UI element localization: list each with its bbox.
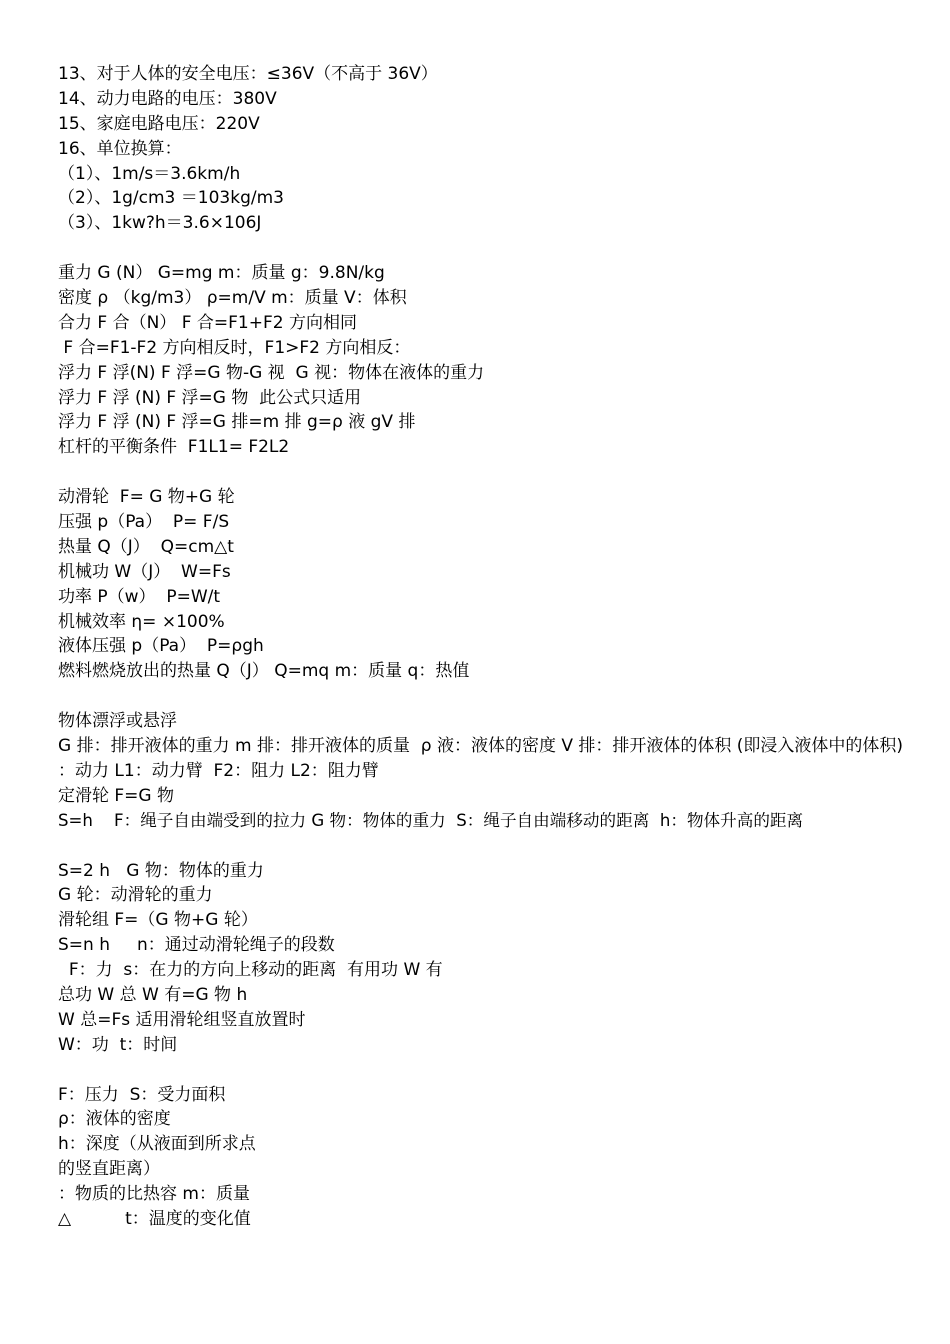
text-line: （3）、1kw?h＝3.6×106J bbox=[58, 213, 262, 234]
paragraph-gap bbox=[58, 460, 918, 485]
text-line: 热量 Q（J） Q=cm△t bbox=[58, 536, 234, 557]
text-line: 浮力 F 浮 (N) F 浮=G 排=m 排 g=ρ 液 gV 排 bbox=[58, 412, 416, 433]
paragraph-gap bbox=[58, 1058, 918, 1083]
text-line: （2）、1g/cm3 ＝103kg/m3 bbox=[58, 188, 284, 209]
text-line: 杠杆的平衡条件 F1L1= F2L2 bbox=[58, 437, 290, 458]
text-line: 液体压强 p（Pa） P=ρgh bbox=[58, 636, 264, 657]
section-voltages-units bbox=[58, 62, 918, 236]
text-line: ρ：液体的密度 bbox=[58, 1109, 171, 1130]
text-line: ：动力 L1：动力臂 F2：阻力 L2：阻力臂 bbox=[58, 760, 379, 781]
text-line: W：功 t：时间 bbox=[58, 1034, 178, 1055]
section-buoyancy-lever-notes bbox=[58, 709, 918, 833]
text-line: 动滑轮 F= G 物+G 轮 bbox=[58, 487, 235, 508]
text-line: F：力 s：在力的方向上移动的距离 有用功 W 有 bbox=[58, 960, 443, 981]
text-line: 物体漂浮或悬浮 bbox=[58, 711, 177, 732]
text-line: 密度 ρ （kg/m3） ρ=m/V m：质量 V：体积 bbox=[58, 288, 407, 309]
text-line: 的竖直距离） bbox=[58, 1159, 160, 1180]
paragraph-gap bbox=[58, 834, 918, 859]
text-line: 燃料燃烧放出的热量 Q（J） Q=mq m：质量 q：热值 bbox=[58, 661, 470, 682]
text-line: F 合=F1-F2 方向相反时，F1>F2 方向相反： bbox=[58, 337, 411, 358]
section-pressure-heat-notes bbox=[58, 1083, 918, 1232]
text-line: S=2 h G 物：物体的重力 bbox=[58, 860, 264, 881]
text-line: h：深度（从液面到所求点 bbox=[58, 1134, 256, 1155]
text-line: F：压力 S：受力面积 bbox=[58, 1084, 226, 1105]
section-pulley-notes bbox=[58, 859, 918, 1058]
text-line: S=n h n：通过动滑轮绳子的段数 bbox=[58, 935, 335, 956]
text-line: 16、单位换算： bbox=[58, 138, 182, 159]
text-line: 13、对于人体的安全电压：≤36V（不高于 36V） bbox=[58, 64, 438, 84]
text-line: ：物质的比热容 m：质量 bbox=[58, 1184, 250, 1205]
text-line: S=h F：绳子自由端受到的拉力 G 物：物体的重力 S：绳子自由端移动的距离 h：物体升高的距离 bbox=[58, 810, 804, 830]
text-line: 机械效率 η= ×100% bbox=[58, 611, 225, 632]
text-line: △ t：温度的变化值 bbox=[58, 1208, 251, 1229]
text-line: W 总=Fs 适用滑轮组竖直放置时 bbox=[58, 1009, 306, 1030]
text-line: 14、动力电路的电压：380V bbox=[58, 88, 277, 109]
text-line: 15、家庭电路电压：220V bbox=[58, 113, 260, 134]
text-line: G 排：排开液体的重力 m 排：排开液体的质量 ρ 液：液体的密度 V 排：排开液体的体积 (即浸入液体中的体积) bbox=[58, 736, 904, 757]
text-line: 滑轮组 F=（G 物+G 轮） bbox=[58, 910, 258, 931]
text-line: （1）、1m/s＝3.6km/h bbox=[58, 163, 241, 184]
text-line: 机械功 W（J） W=Fs bbox=[58, 561, 231, 582]
document-page bbox=[58, 62, 918, 1232]
text-line: 压强 p（Pa） P= F/S bbox=[58, 512, 230, 533]
paragraph-gap bbox=[58, 236, 918, 261]
text-line: 重力 G (N） G=mg m：质量 g：9.8N/kg bbox=[58, 263, 385, 284]
section-work-power-formulas bbox=[58, 485, 918, 684]
text-line: G 轮：动滑轮的重力 bbox=[58, 885, 213, 906]
section-force-formulas bbox=[58, 261, 918, 460]
text-line: 浮力 F 浮(N) F 浮=G 物-G 视 G 视：物体在液体的重力 bbox=[58, 362, 485, 383]
paragraph-gap bbox=[58, 684, 918, 709]
text-line: 定滑轮 F=G 物 bbox=[58, 785, 175, 806]
text-line: 总功 W 总 W 有=G 物 h bbox=[58, 984, 248, 1005]
text-line: 功率 P（w） P=W/t bbox=[58, 586, 221, 607]
text-line: 浮力 F 浮 (N) F 浮=G 物 此公式只适用 bbox=[58, 387, 362, 408]
text-line: 合力 F 合（N） F 合=F1+F2 方向相同 bbox=[58, 312, 357, 333]
